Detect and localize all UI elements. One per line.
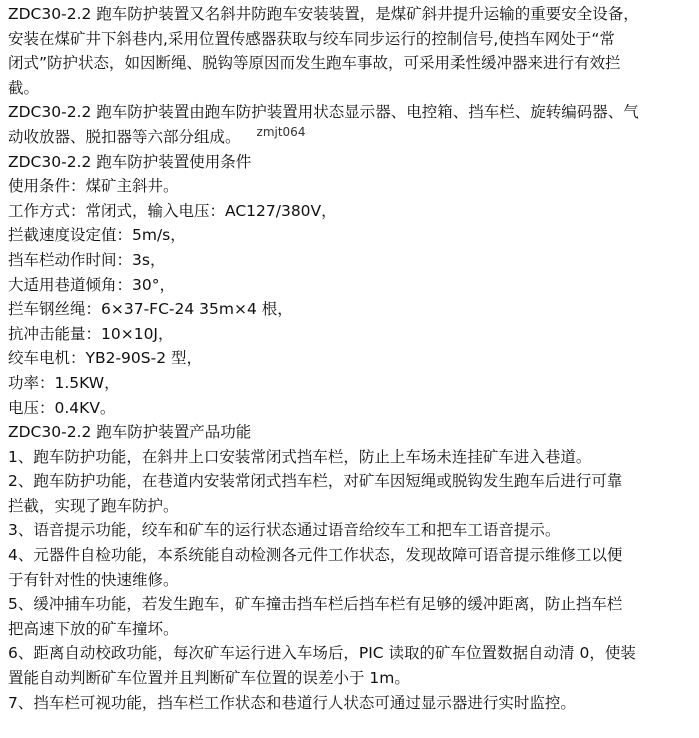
condition-item: 挡车栏动作时间：3s，: [8, 250, 166, 269]
condition-item: 绞车电机：YB2-90S-2 型，: [8, 349, 203, 368]
condition-item: 工作方式：常闭式，输入电压：AC127/380V，: [8, 201, 337, 220]
condition-item: 拦车钢丝绳：6×37-FC-24 35m×4 根，: [8, 300, 293, 319]
function-item: [8, 518, 694, 543]
condition-item: 电压：0.4KV。: [8, 398, 116, 417]
function-item: [8, 445, 694, 470]
text-line: 截。: [8, 78, 40, 97]
condition-item: 使用条件：煤矿主斜井。: [8, 177, 179, 196]
function-item: [8, 592, 694, 641]
text-line: 闭式”防护状态，如因断绳、脱钩等原因而发生跑车事故，可采用柔性缓冲器来进行有效拦: [8, 54, 621, 73]
condition-item: 拦截速度设定值：5m/s，: [8, 226, 186, 245]
watermark-text: zmjt064: [256, 124, 306, 139]
text-line: 6、距离自动校政功能，每次矿车运行进入车场后，PIC 读取的矿车位置数据自动清 0，使装: [8, 644, 636, 663]
text-line: 1、跑车防护功能，在斜井上口安装常闭式挡车栏，防止上车场未连挂矿车进入巷道。: [8, 447, 592, 466]
intro-paragraph: [8, 2, 694, 100]
conditions-list: [8, 174, 694, 420]
text-line: ZDC30-2.2 跑车防护装置由跑车防护装置用状态显示器、电控箱、挡车栏、旋转编码器、气: [8, 103, 639, 122]
text-line: 把高速下放的矿车撞坏。: [8, 619, 179, 638]
condition-item: 功率：1.5KW，: [8, 373, 120, 392]
composition-paragraph: [8, 100, 694, 149]
text-line: 拦截，实现了跑车防护。: [8, 496, 179, 515]
text-line: 5、缓冲捕车功能，若发生跑车，矿车撞击挡车栏后挡车栏有足够的缓冲距离，防止挡车栏: [8, 595, 623, 614]
function-item: [8, 469, 694, 518]
conditions-heading: ZDC30-2.2 跑车防护装置使用条件: [8, 152, 252, 171]
text-line: 4、元器件自检功能，本系统能自动检测各元件工作状态，发现故障可语音提示维修工以便: [8, 546, 623, 565]
text-line: 安装在煤矿井下斜巷内,采用位置传感器获取与绞车同步运行的控制信号,使挡车网处于“常: [8, 29, 615, 48]
functions-heading: ZDC30-2.2 跑车防护装置产品功能: [8, 423, 252, 442]
text-line: ZDC30-2.2 跑车防护装置又名斜井防跑车安装装置，是煤矿斜井提升运输的重要安全设备，: [8, 5, 639, 23]
condition-item: 抗冲击能量：10×10J，: [8, 324, 174, 343]
text-segment: 动收放器、脱扣器等六部分组成。: [8, 127, 241, 146]
functions-list: [8, 445, 694, 716]
function-item: [8, 641, 694, 690]
text-line: 3、语音提示功能，绞车和矿车的运行状态通过语音给绞车工和把车工语音提示。: [8, 521, 561, 540]
text-line: 置能自动判断矿车位置并且判断矿车位置的误差小于 1m。: [8, 669, 410, 688]
document-body: [8, 2, 694, 715]
text-line: 于有针对性的快速维修。: [8, 570, 179, 589]
text-line: [8, 125, 694, 150]
function-item: [8, 543, 694, 592]
condition-item: 大适用巷道倾角：30°，: [8, 275, 175, 294]
function-item: [8, 691, 694, 716]
text-line: 2、跑车防护功能，在巷道内安装常闭式挡车栏，对矿车因短绳或脱钩发生跑车后进行可靠: [8, 472, 623, 491]
text-line: 7、挡车栏可视功能，挡车栏工作状态和巷道行人状态可通过显示器进行实时监控。: [8, 693, 576, 712]
